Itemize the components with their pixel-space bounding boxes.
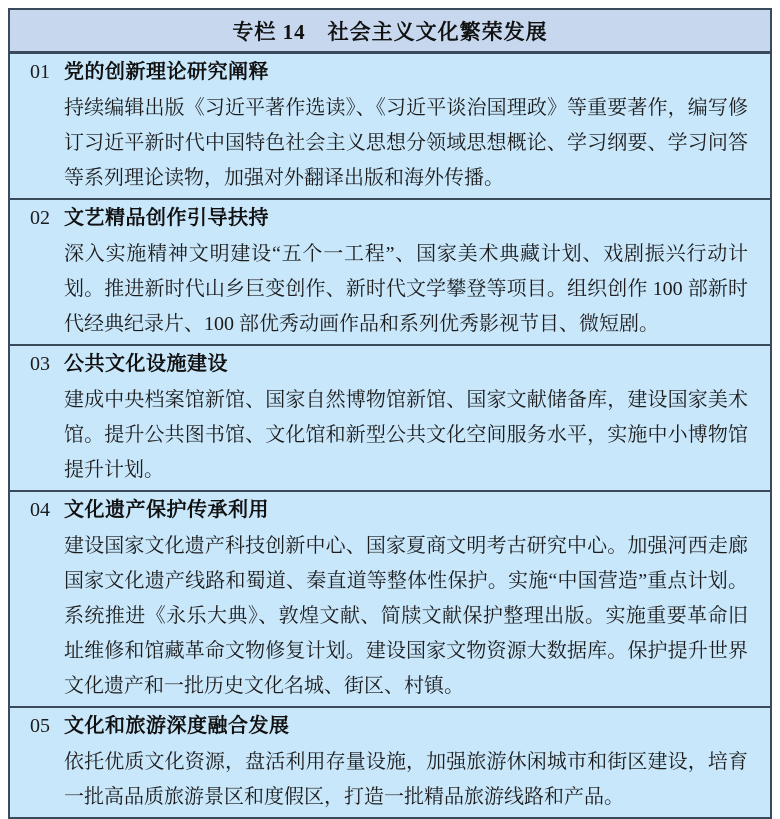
section-body: 依托优质文化资源，盘活利用存量设施，加强旅游休闲城市和街区建设，培育一批高品质旅游景区和度假区，打造一批精品旅游线路和产品。: [64, 751, 748, 808]
section-body: 深入实施精神文明建设“五个一工程”、国家美术典藏计划、戏剧振兴行动计划。推进新时代山乡巨变创作、新时代文学攀登等项目。组织创作 100 部新时代经典纪录片、100 部优秀动画作品和系列优秀影视节目、微短剧。: [64, 243, 748, 335]
section-05-heading: [30, 709, 748, 745]
section-number: 01: [30, 61, 50, 83]
section-02: [10, 198, 770, 344]
section-01-heading: [30, 55, 748, 91]
section-02-heading: [30, 201, 748, 237]
section-03: [10, 344, 770, 490]
panel-title: 专栏 14 社会主义文化繁荣发展: [232, 19, 548, 44]
section-body: 建成中央档案馆新馆、国家自然博物馆新馆、国家文献储备库，建设国家美术馆。提升公共图书馆、文化馆和新型公共文化空间服务水平，实施中小博物馆提升计划。: [64, 389, 748, 481]
section-title: 文化遗产保护传承利用: [64, 499, 269, 521]
section-01: [10, 54, 770, 198]
section-number: 02: [30, 207, 50, 229]
section-body: 建设国家文化遗产科技创新中心、国家夏商文明考古研究中心。加强河西走廊国家文化遗产线路和蜀道、秦直道等整体性保护。实施“中国营造”重点计划。系统推进《永乐大典》、敦煌文献、简牍文献保护整理出版。实施重要革命旧址维修和馆藏革命文物修复计划。建设国家文物资源大数据库。保护提升世界文化遗产和一批历史文化名城、街区、村镇。: [64, 535, 748, 697]
section-04-heading: [30, 493, 748, 529]
section-number: 03: [30, 353, 50, 375]
section-title: 文化和旅游深度融合发展: [64, 715, 290, 737]
section-number: 05: [30, 715, 50, 737]
section-title: 公共文化设施建设: [64, 353, 228, 375]
section-title: 文艺精品创作引导扶持: [64, 207, 269, 229]
column-box-panel: [8, 8, 772, 819]
section-number: 04: [30, 499, 50, 521]
section-title: 党的创新理论研究阐释: [64, 61, 269, 83]
section-03-heading: [30, 347, 748, 383]
section-body: 持续编辑出版《习近平著作选读》、《习近平谈治国理政》等重要著作，编写修订习近平新时代中国特色社会主义思想分领域思想概论、学习纲要、学习问答等系列理论读物，加强对外翻译出版和海外传播。: [64, 97, 748, 189]
section-04: [10, 490, 770, 706]
panel-header: [10, 10, 770, 54]
section-05: [10, 706, 770, 817]
